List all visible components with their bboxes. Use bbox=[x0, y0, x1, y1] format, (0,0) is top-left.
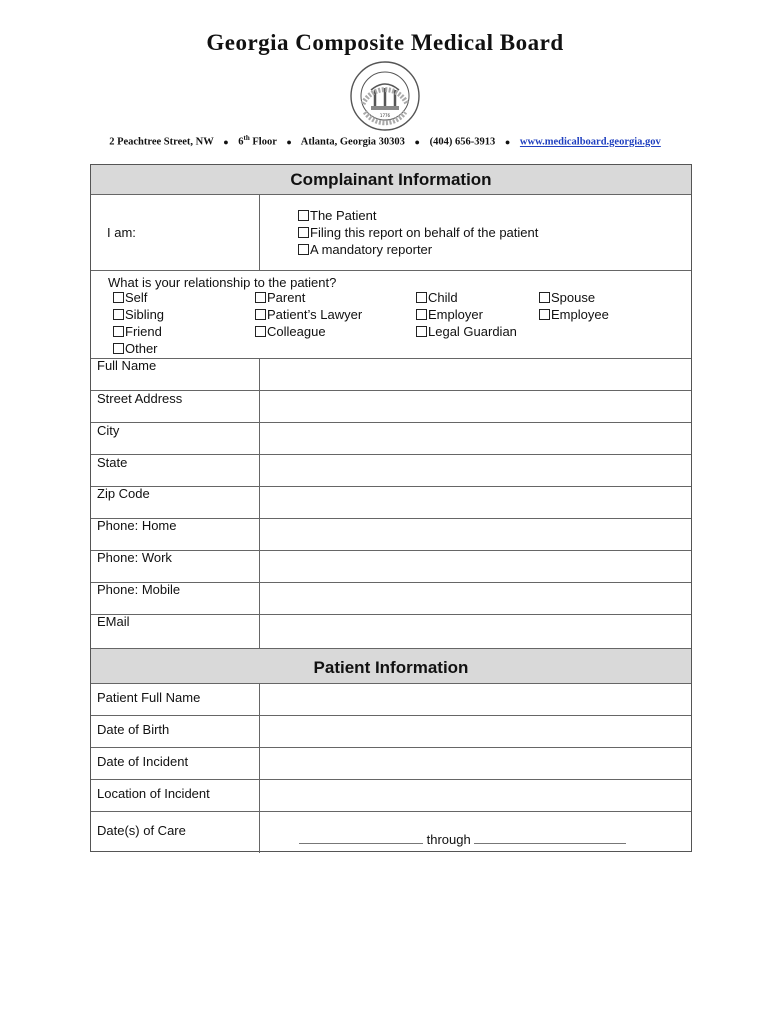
i-am-label: I am: bbox=[107, 225, 136, 240]
input-phone-mobile[interactable] bbox=[261, 583, 691, 613]
label-phone-work: Phone: Work bbox=[97, 550, 172, 565]
website-link[interactable]: www.medicalboard.georgia.gov bbox=[519, 136, 661, 148]
input-location-of-incident[interactable] bbox=[261, 780, 691, 810]
checkbox[interactable] bbox=[113, 326, 124, 337]
input-patient-full-name[interactable] bbox=[261, 684, 691, 714]
complainant-heading: Complainant Information bbox=[290, 170, 492, 189]
checkbox[interactable] bbox=[416, 292, 427, 303]
label-patient-full-name: Patient Full Name bbox=[97, 690, 201, 705]
checkbox[interactable] bbox=[113, 309, 124, 320]
label-zip-code: Zip Code bbox=[97, 486, 150, 501]
page-title: Georgia Composite Medical Board bbox=[206, 30, 564, 55]
input-phone-home[interactable] bbox=[261, 519, 691, 549]
option-mandatory-reporter[interactable]: A mandatory reporter bbox=[298, 242, 432, 258]
checkbox[interactable] bbox=[298, 210, 309, 221]
address-floor-word: Floor bbox=[252, 136, 277, 148]
input-date-of-birth[interactable] bbox=[261, 716, 691, 746]
checkbox[interactable] bbox=[113, 343, 124, 354]
checkbox[interactable] bbox=[416, 326, 427, 337]
rel-other[interactable]: Other bbox=[113, 341, 158, 357]
checkbox[interactable] bbox=[539, 292, 550, 303]
address-floor-num: 6 bbox=[238, 136, 244, 148]
rel-colleague[interactable]: Colleague bbox=[255, 324, 326, 340]
checkbox[interactable] bbox=[298, 244, 309, 255]
label-phone-home: Phone: Home bbox=[97, 518, 177, 533]
label-location-of-incident: Location of Incident bbox=[97, 786, 210, 801]
input-full-name[interactable] bbox=[261, 359, 691, 389]
option-the-patient[interactable]: The Patient bbox=[298, 208, 377, 224]
rel-child[interactable]: Child bbox=[416, 290, 458, 306]
label-date-of-incident: Date of Incident bbox=[97, 754, 189, 769]
label-full-name: Full Name bbox=[97, 358, 157, 373]
address-city: Atlanta, Georgia 30303 bbox=[300, 136, 405, 148]
input-state[interactable] bbox=[261, 455, 691, 485]
label-state: State bbox=[97, 455, 128, 470]
checkbox[interactable] bbox=[255, 292, 266, 303]
input-email[interactable] bbox=[261, 615, 691, 647]
input-zip-code[interactable] bbox=[261, 487, 691, 517]
dates-of-care-range bbox=[299, 832, 626, 847]
rel-spouse[interactable]: Spouse bbox=[539, 290, 595, 306]
rel-employer[interactable]: Employer bbox=[416, 307, 483, 323]
label-street-address: Street Address bbox=[97, 391, 183, 406]
rel-patients-lawyer[interactable]: Patient’s Lawyer bbox=[255, 307, 362, 323]
input-city[interactable] bbox=[261, 423, 691, 453]
checkbox[interactable] bbox=[298, 227, 309, 238]
rel-sibling[interactable]: Sibling bbox=[113, 307, 164, 323]
bullet-icon: ● bbox=[414, 136, 420, 147]
seal-year: 1776 bbox=[379, 113, 391, 118]
label-date-of-birth: Date of Birth bbox=[97, 722, 170, 737]
option-filing-on-behalf[interactable]: Filing this report on behalf of the patient bbox=[298, 225, 538, 241]
checkbox[interactable] bbox=[255, 309, 266, 320]
label-email: EMail bbox=[97, 614, 130, 629]
care-start-date-blank[interactable] bbox=[299, 833, 423, 844]
state-seal-logo bbox=[349, 60, 421, 132]
bullet-icon: ● bbox=[286, 136, 292, 147]
care-end-date-blank[interactable] bbox=[474, 833, 626, 844]
checkbox[interactable] bbox=[416, 309, 427, 320]
through-word: through bbox=[426, 832, 471, 847]
input-street-address[interactable] bbox=[261, 391, 691, 421]
rel-parent[interactable]: Parent bbox=[255, 290, 305, 306]
address-phone: (404) 656-3913 bbox=[429, 136, 496, 148]
bullet-icon: ● bbox=[504, 136, 511, 147]
label-dates-of-care: Date(s) of Care bbox=[97, 823, 186, 838]
bullet-icon: ● bbox=[223, 136, 229, 147]
label-phone-mobile: Phone: Mobile bbox=[97, 582, 181, 597]
input-date-of-incident[interactable] bbox=[261, 748, 691, 778]
checkbox[interactable] bbox=[255, 326, 266, 337]
address-street: 2 Peachtree Street, NW bbox=[109, 136, 214, 148]
patient-heading: Patient Information bbox=[313, 658, 469, 677]
input-phone-work[interactable] bbox=[261, 551, 691, 581]
rel-friend[interactable]: Friend bbox=[113, 324, 162, 340]
rel-legal-guardian[interactable]: Legal Guardian bbox=[416, 324, 517, 340]
label-city: City bbox=[97, 423, 120, 438]
complaint-form bbox=[90, 164, 692, 852]
rel-employee[interactable]: Employee bbox=[539, 307, 609, 323]
checkbox[interactable] bbox=[539, 309, 550, 320]
address-floor-sup: th bbox=[243, 134, 250, 142]
relationship-question: What is your relationship to the patient? bbox=[108, 275, 337, 290]
rel-self[interactable]: Self bbox=[113, 290, 147, 306]
checkbox[interactable] bbox=[113, 292, 124, 303]
address-line bbox=[0, 134, 770, 148]
